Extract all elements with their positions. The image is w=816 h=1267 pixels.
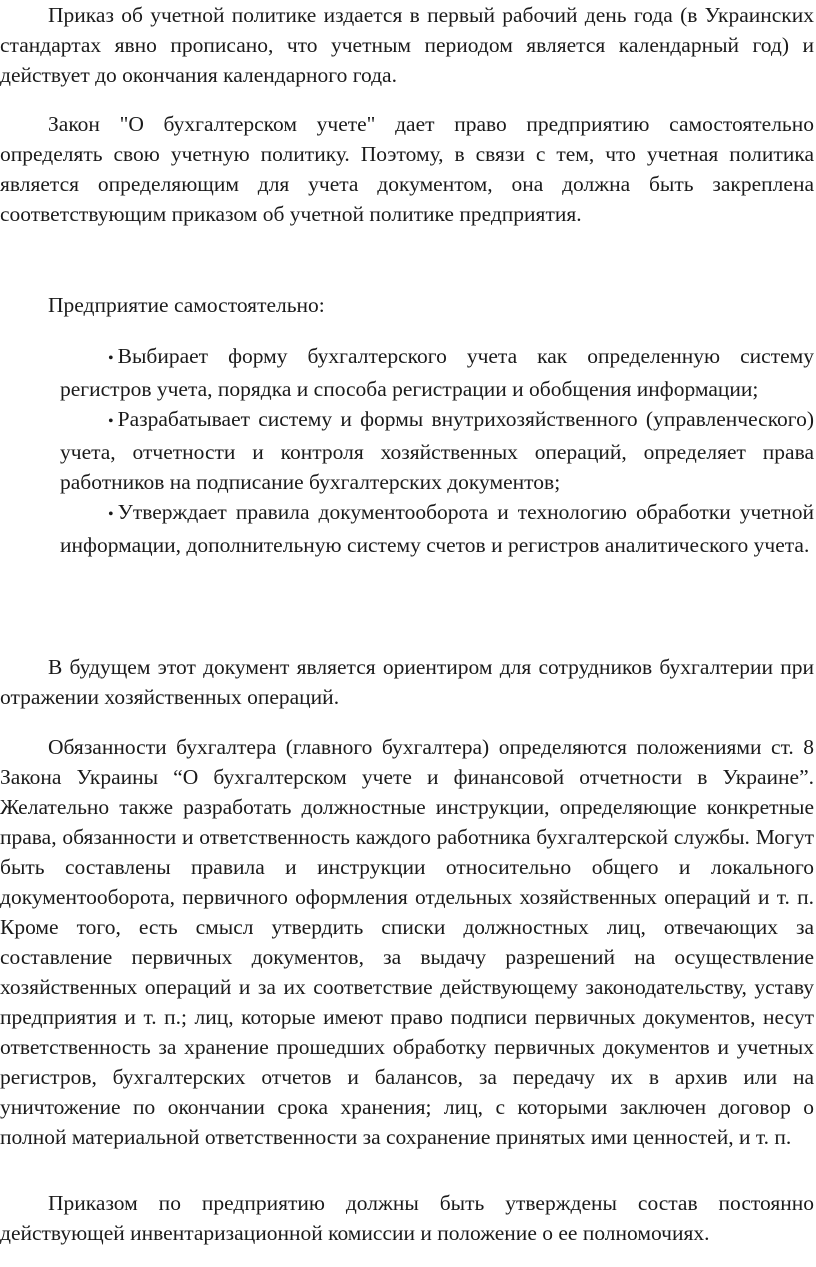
paragraph-accountant-duties: Обязанности бухгалтера (главного бухгалтера) определяются положениями ст. 8 Закона Украины “О бухгалтерском учете и финансовой отчетности в Украине”. Желательно также разработать должностные инструкции, определяющие конкретные права, обязанности и ответственность каждого работника бухгалтерской службы. Могут быть составлены правила и инструкции относительно общего и локального документооборота, первичного оформления отдельных хозяйственных операций и т. п. Кроме того, есть смысл утвердить списки должностных лиц, отвечающих за составление первичных документов, за выдачу разрешений на осуществление хозяйственных операций и за их соответствие действующему законодательству, уставу предприятия и т. п.; лиц, которые имеют право подписи первичных документов, несут ответственность за хранение прошедших обработку первичных документов и учетных регистров, бухгалтерских отчетов и балансов, за передачу их в архив или на уничтожение по окончании срока хранения; лиц, с которыми заключен договор о полной материальной ответственности за сохранение принятых ими ценностей, и т. п.: [0, 735, 814, 1149]
paragraph-enterprise-independently: Предприятие самостоятельно:: [48, 293, 325, 317]
list-item: [0, 341, 814, 404]
list-item-text: Утверждает правила документооборота и технологию обработки учетной информации, дополнительную систему счетов и регистров аналитического учета.: [60, 500, 814, 557]
bullet-icon: •: [108, 506, 114, 523]
list-item-text: Выбирает форму бухгалтерского учета как определенную систему регистров учета, порядка и способа регистрации и обобщения информации;: [60, 344, 814, 401]
paragraph-inventory-commission: Приказом по предприятию должны быть утверждены состав постоянно действующей инвентаризационной комиссии и положение о ее полномочиях.: [0, 1191, 814, 1245]
paragraph-future-guide: В будущем этот документ является ориентиром для сотрудников бухгалтерии при отражении хозяйственных операций.: [0, 655, 814, 709]
bullet-icon: •: [108, 350, 114, 367]
paragraph-accounting-law: Закон "О бухгалтерском учете" дает право предприятию самостоятельно определять свою учетную политику. Поэтому, в связи с тем, что учетная политика является определяющим для учета документом, она должна быть закреплена соответствующим приказом об учетной политике предприятия.: [0, 112, 814, 226]
bullet-list: [0, 341, 814, 560]
paragraph-order-issue-date: Приказ об учетной политике издается в первый рабочий день года (в Украинских стандартах явно прописано, что учетным периодом является календарный год) и действует до окончания календарного года.: [0, 3, 814, 87]
list-item-text: Разрабатывает систему и формы внутрихозяйственного (управленческого) учета, отчетности и контроля хозяйственных операций, определяет права работников на подписание бухгалтерских документов;: [60, 407, 814, 494]
list-item: [0, 497, 814, 560]
list-item: [0, 404, 814, 497]
bullet-icon: •: [108, 413, 114, 430]
